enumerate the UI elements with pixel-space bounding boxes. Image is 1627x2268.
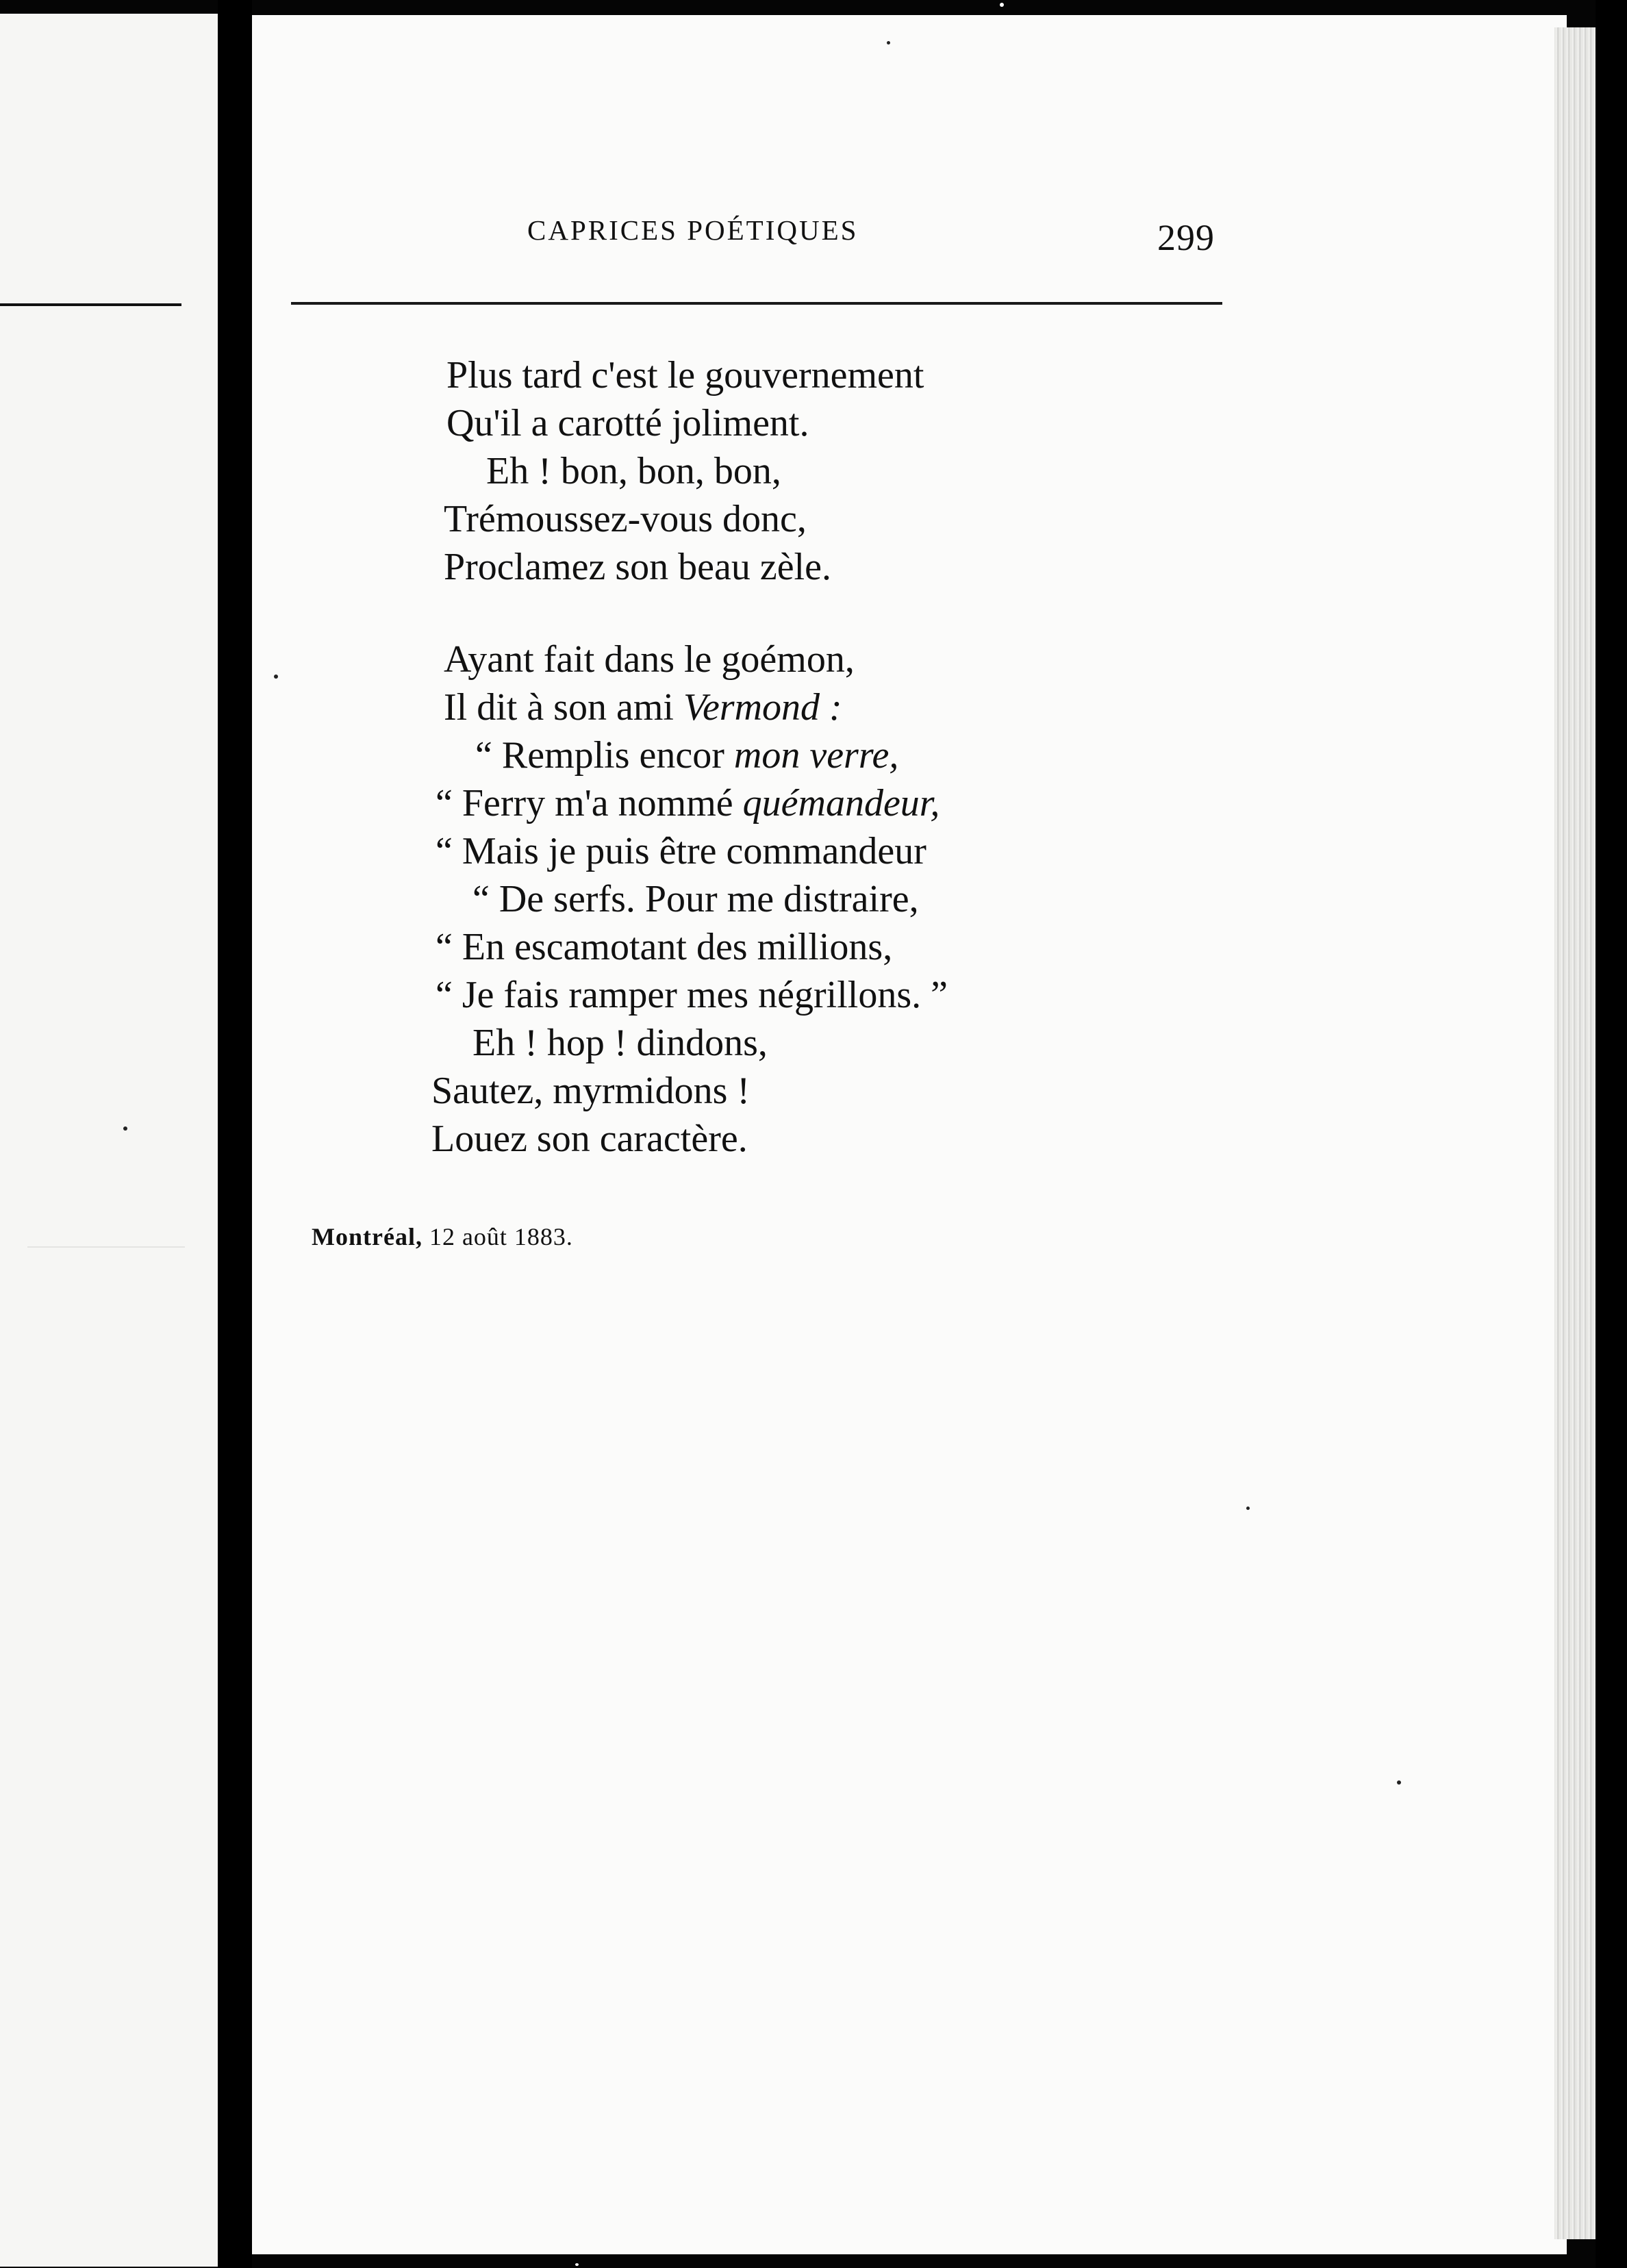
poem-line-italic: quémandeur, xyxy=(742,782,940,824)
poem-line: Eh ! bon, bon, bon, xyxy=(486,450,781,492)
poem-line: “ Mais je puis être commandeur xyxy=(436,830,926,872)
running-title: CAPRICES POÉTIQUES xyxy=(527,214,859,246)
scan-speck xyxy=(274,675,278,679)
poem-line-italic: Vermond : xyxy=(683,686,842,729)
book-gutter xyxy=(218,0,252,2268)
facing-page-rule xyxy=(0,303,181,306)
poem-line: “ Je fais ramper mes négrillons. ” xyxy=(436,974,948,1016)
poem-line: Proclamez son beau zèle. xyxy=(444,546,831,588)
poem-line: “ De serfs. Pour me distraire, xyxy=(472,878,919,920)
page-number: 299 xyxy=(1157,217,1215,258)
scan-speck xyxy=(575,2263,579,2266)
poem-line xyxy=(436,784,939,822)
poem-line-text: Il dit à son ami xyxy=(444,686,683,729)
header-rule xyxy=(291,302,1222,305)
scan-speck xyxy=(1397,1780,1401,1785)
poem-line: Louez son caractère. xyxy=(431,1118,748,1160)
dateline-date: 12 août 1883. xyxy=(429,1223,573,1250)
scan-speck xyxy=(1000,3,1004,7)
poem-line: Eh ! hop ! dindons, xyxy=(472,1022,768,1064)
poem-line: Qu'il a carotté joliment. xyxy=(446,402,809,444)
poem-line: Ayant fait dans le goémon, xyxy=(444,638,855,681)
poem-line-text: “ Remplis encor xyxy=(475,734,734,777)
scan-speck xyxy=(1246,1507,1250,1510)
scan-speck xyxy=(123,1126,127,1131)
poem-line: Plus tard c'est le gouvernement xyxy=(446,354,924,396)
page-edges-stack xyxy=(1554,27,1596,2239)
poem-line: Trémoussez-vous donc, xyxy=(444,498,807,540)
poem-line xyxy=(444,688,842,727)
poem-line-text: “ Ferry m'a nommé xyxy=(436,782,743,824)
facing-page-edge xyxy=(0,14,218,2267)
dateline xyxy=(312,1222,573,1251)
facing-page-bleed xyxy=(27,1246,185,1248)
poem-line xyxy=(475,734,899,777)
dateline-place: Montréal, xyxy=(312,1223,422,1250)
scan-border-right xyxy=(1596,0,1627,2268)
poem-line-italic: mon verre, xyxy=(733,734,899,777)
scan-speck xyxy=(887,41,890,45)
poem-line: Sautez, myrmidons ! xyxy=(431,1070,751,1112)
poem-line: “ En escamotant des millions, xyxy=(436,926,893,968)
